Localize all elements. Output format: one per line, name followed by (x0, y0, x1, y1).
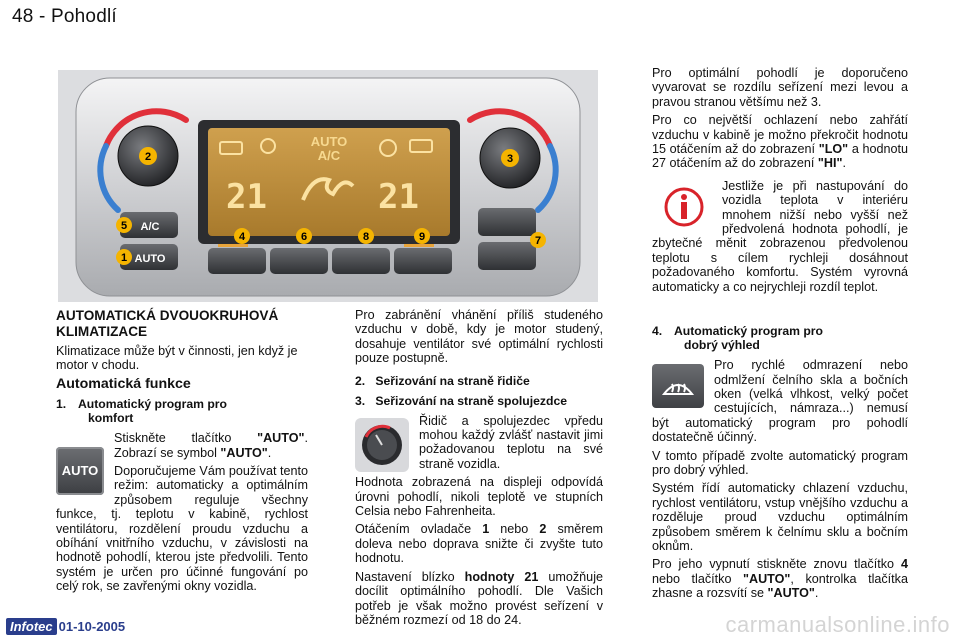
item-4-heading (652, 324, 908, 352)
intro-text: Klimatizace může být v činnosti, jen když je motor v chodu. (56, 344, 298, 373)
callout-8: 8 (362, 231, 370, 243)
footer (6, 618, 125, 635)
column-1 (56, 308, 308, 598)
item-1-title: Automatický program pro (78, 397, 227, 412)
para-fan-speed: Pro zabránění vhánění příliš studeného vzduchu v době, kdy je motor studený, dosahuje ventilátor své optimální rychlosti pouze postupně. (355, 308, 603, 366)
para-lo-hi: Pro co největší ochlazení nebo zahřátí vzduchu v kabině je možno překročit hodnotu 15 otáčením až do zobrazení "LO" a hodnotu 27 otáčením až do zobrazení "HI". (652, 113, 908, 171)
item-2-heading: 2. Seřizování na straně řidiče (355, 373, 530, 388)
item-4-number: 4. (652, 324, 663, 339)
para-setting-21: Nastavení blízko hodnoty 21 umožňuje docílit optimálního pohodlí. Dle Vašich potřeb je však možno provést seřízení v běžném rozmezí od 18 do 24. (355, 569, 603, 627)
column-3 (652, 66, 908, 605)
column-2 (355, 308, 603, 631)
callout-1: 1 (120, 252, 128, 264)
subheading-automatic: Automatická funkce (56, 375, 191, 392)
display-temp-right: 21 (378, 177, 419, 217)
para-switch-off: Pro jeho vypnutí stiskněte znovu tlačítko 4 nebo tlačítko "AUTO", kontrolka tlačítka zhasne a rozsvítí se "AUTO". (652, 557, 908, 601)
para-defrost: Pro rychlé odmrazení nebo odmlžení čelního skla a bočních oken (velká vlhkost, velký počet cestujících, námraza...) nemusí být automatický program pro pohodlí dostatečně účinný. (652, 358, 908, 445)
knob-icon (360, 423, 404, 467)
watermark: carmanualsonline.info (725, 612, 950, 637)
para-press-auto: Stiskněte tlačítko "AUTO". Zobrazí se symbol "AUTO". (114, 431, 308, 460)
item-4-title: Automatický program pro (674, 324, 823, 339)
para-rotate: Otáčením ovladače 1 nebo 2 směrem doleva nebo doprava snižte či zvyšte tuto hodnotu. (355, 522, 603, 566)
info-icon (664, 185, 704, 229)
para-choose-program: V tomto případě zvolte automatický program pro dobrý výhled. (652, 448, 908, 477)
callout-6: 6 (300, 231, 308, 243)
infotec-logo: Infotec (6, 618, 57, 635)
item-3-heading: 3. Seřizování na straně spolujezdce (355, 393, 568, 408)
auto-button-icon (56, 447, 104, 495)
temperature-knob-icon (355, 418, 409, 472)
auto-icon-label: AUTO (61, 463, 99, 479)
panel-ac-button: A/C (140, 221, 160, 233)
item-1-heading (56, 397, 308, 425)
para-driver-passenger: Řidič a spolujezdec vpředu mohou každý zvlášť nastavit jimi požadovanou teplotu na své straně vozidla. (419, 413, 603, 471)
section-title: AUTOMATICKÁ DVOUOKRUHOVÁ KLIMATIZACE (56, 308, 279, 339)
callout-5: 5 (120, 220, 128, 232)
para-system-controls: Systém řídí automaticky chlazení vzduchu, rychlost ventilátoru, vstup vnějšího vzduchu a rozděluje proud vzduchu optimálním způsobem směrem k čelnímu sklu a bočním oknům. (652, 481, 908, 553)
item-4-title-cont: dobrý výhled (684, 338, 760, 353)
callout-7: 7 (534, 235, 542, 247)
display-temp-left: 21 (226, 177, 267, 217)
display-auto-text: AUTO (310, 134, 348, 149)
display-ac-text: A/C (317, 148, 341, 163)
page-header: 48 - Pohodlí (12, 6, 117, 27)
item-1-number: 1. (56, 397, 67, 412)
climate-control-panel-image (58, 70, 598, 302)
windscreen-defrost-icon (652, 364, 704, 408)
callout-4: 4 (238, 231, 246, 243)
para-recommend: Doporučujeme Vám používat tento režim: automaticky a optimálním způsobem reguluje všechny funkce, tj. teplotu v kabině, rychlost ventilátoru, rozdělení proudu vzduchu a obíhání vnitřního vzduchu, v závislosti na hodnotě pohodlí, kterou jste předvolili. Tento systém je určen pro účinné fungování po celý rok, se zavřenými okny vozidla. (56, 464, 308, 594)
callout-3: 3 (506, 153, 514, 165)
para-info-note: Jestliže je při nastupování do vozidla teplota v interiéru mnohem nižší nebo vyšší než předvolená hodnota pohodlí, je zbytečné měnit zobrazenou předvolenou teplotu s cílem rychleji dosáhnout požadovaného komfortu. Systém vyrovná automaticky a co nejrychleji rozdíl teplot. (652, 178, 908, 294)
panel-auto-button: AUTO (134, 253, 166, 265)
para-difference: Pro optimální pohodlí je doporučeno vyvarovat se rozdílu seřízení mezi levou a pravou stranou většímu než 3. (652, 66, 908, 109)
item-1-title-cont: komfort (88, 411, 134, 426)
defrost-symbol-icon (661, 374, 695, 398)
footer-date: 01-10-2005 (58, 619, 126, 634)
callout-9: 9 (418, 231, 426, 243)
para-display-value: Hodnota zobrazená na displeji odpovídá úrovni pohodlí, nikoli teplotě ve stupních Celsia nebo Fahrenheita. (355, 475, 603, 519)
callout-2: 2 (144, 151, 152, 163)
